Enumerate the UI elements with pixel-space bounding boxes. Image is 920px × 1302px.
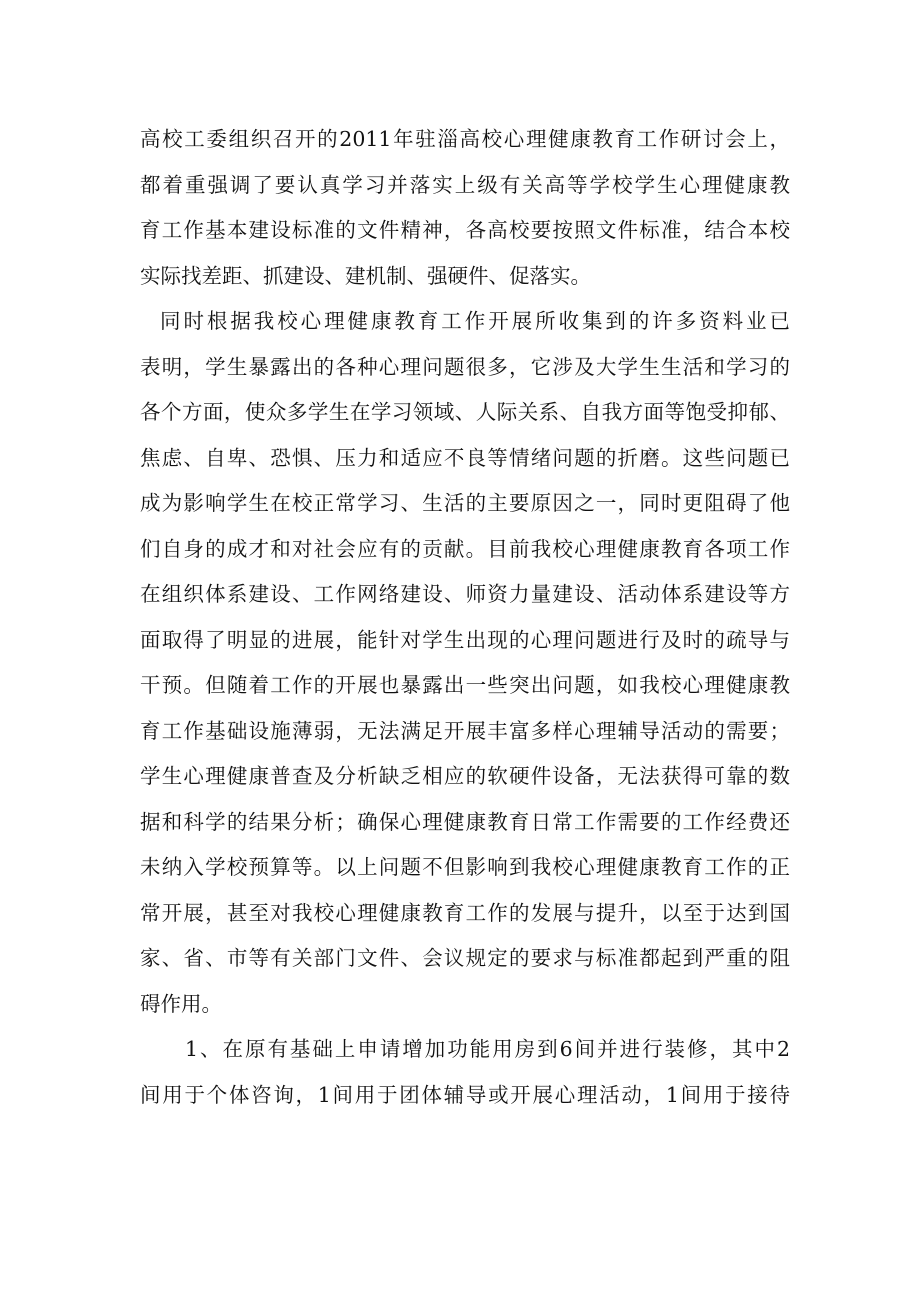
text-line: 成为影响学生在校正常学习、生活的主要原因之一，同时更阻碍了他: [140, 491, 790, 515]
text-line: 间用于个体咨询，1间用于团体辅导或开展心理活动，1间用于接待: [140, 1082, 790, 1107]
text-line: 未纳入学校预算等。以上问题不但影响到我校心理健康教育工作的正: [140, 855, 790, 879]
text-line: 在组织体系建设、工作网络建设、师资力量建设、活动体系建设等方: [140, 582, 790, 606]
paragraph-3: [140, 1027, 790, 1118]
text-line: 面取得了明显的进展，能针对学生出现的心理问题进行及时的疏导与: [140, 627, 790, 652]
paragraph-2: [140, 299, 790, 1027]
text-line: 育工作基础设施薄弱，无法满足开展丰富多样心理辅导活动的需要；: [140, 718, 790, 743]
text-line: 常开展，甚至对我校心理健康教育工作的发展与提升，以至于达到国: [140, 900, 790, 925]
text-line: 焦虑、自卑、恐惧、压力和适应不良等情绪问题的折磨。这些问题已: [140, 445, 790, 470]
text-line: 各个方面，使众多学生在学习领域、人际关系、自我方面等饱受抑郁、: [140, 400, 790, 424]
text-line: 同时根据我校心理健康教育工作开展所收集到的许多资料业已: [160, 309, 790, 333]
text-line: 碍作用。: [140, 991, 222, 1016]
text-line: 家、省、市等有关部门文件、会议规定的要求与标准都起到严重的阻: [140, 946, 790, 970]
text-line: 据和科学的结果分析；确保心理健康教育日常工作需要的工作经费还: [140, 809, 790, 834]
text-line: 表明，学生暴露出的各种心理问题很多，它涉及大学生生活和学习的: [140, 354, 790, 379]
text-line: 都着重强调了要认真学习并落实上级有关高等学校学生心理健康教: [140, 172, 790, 197]
text-line: 干预。但随着工作的开展也暴露出一些突出问题，如我校心理健康教: [140, 673, 790, 697]
document-body: [140, 117, 790, 1118]
text-line: 学生心理健康普查及分析缺乏相应的软硬件设备，无法获得可靠的数: [140, 764, 790, 788]
paragraph-1: [140, 117, 790, 299]
text-line: 1、在原有基础上申请增加功能用房到6间并进行装修，其中2: [185, 1037, 790, 1061]
text-line: 们自身的成才和对社会应有的贡献。目前我校心理健康教育各项工作: [140, 536, 790, 561]
text-line: 实际找差距、抓建设、建机制、强硬件、促落实。: [140, 263, 591, 288]
text-line: 高校工委组织召开的2011年驻淄高校心理健康教育工作研讨会上，: [140, 127, 790, 151]
text-line: 育工作基本建设标准的文件精神，各高校要按照文件标准，结合本校: [140, 218, 790, 242]
